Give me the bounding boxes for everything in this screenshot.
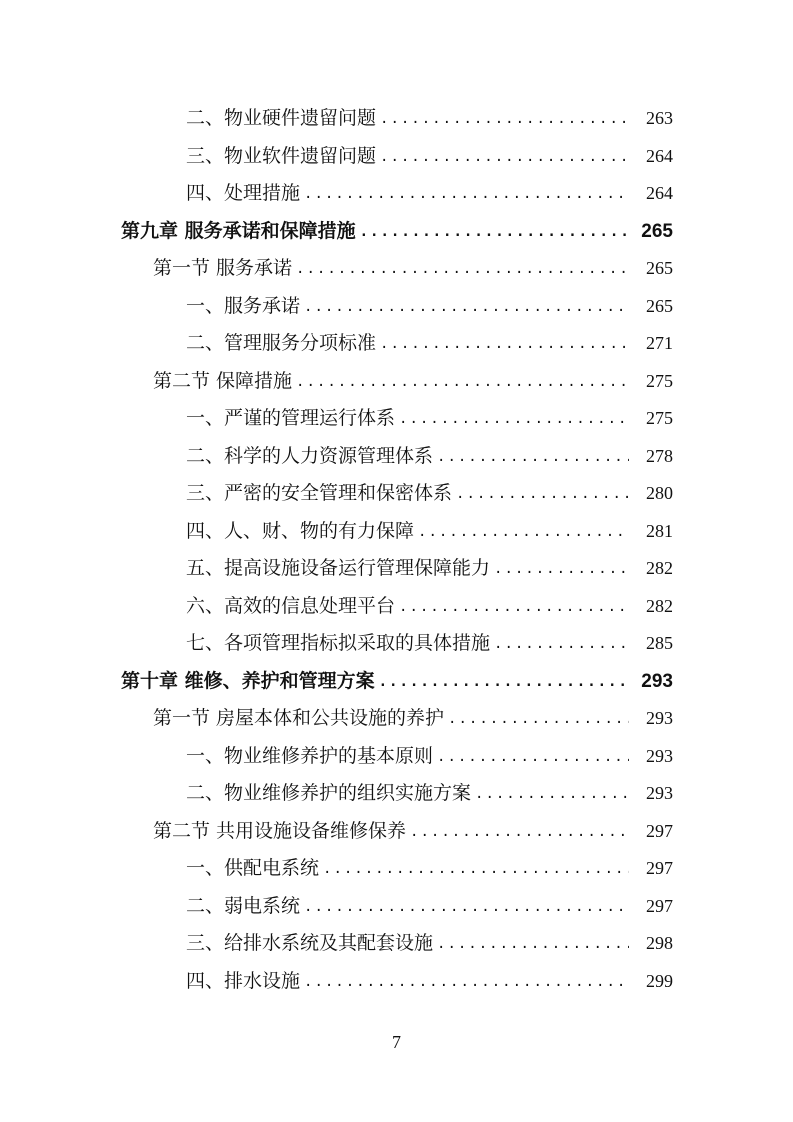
- toc-entry-page: 275: [646, 370, 673, 391]
- toc-entry-item[interactable]: [0, 438, 793, 476]
- toc-entry-title: 三、物业软件遗留问题: [186, 144, 377, 167]
- toc-entry-item[interactable]: [0, 963, 793, 1001]
- toc-entry-item[interactable]: [0, 925, 793, 963]
- toc-dot-leader: [380, 324, 629, 364]
- toc-entry-title: 二、弱电系统: [186, 894, 301, 917]
- toc-entry-item[interactable]: [0, 550, 793, 588]
- toc-dot-leader: [399, 399, 629, 439]
- toc-entry-page: 265: [646, 295, 673, 316]
- toc-entry-page: 271: [646, 333, 673, 353]
- toc-dot-leader: [494, 549, 629, 589]
- toc-entry-item[interactable]: [0, 738, 793, 776]
- toc-entry-section[interactable]: [0, 363, 793, 401]
- toc-dot-leader: [296, 362, 629, 402]
- toc-entry-title: 五、提高设施设备运行管理保障能力: [186, 557, 491, 579]
- toc-dot-leader: [323, 849, 629, 889]
- toc-entry-title: 二、物业硬件遗留问题: [186, 107, 377, 129]
- toc-entry-title: 第二节 共用设施设备维修保养: [153, 819, 407, 842]
- toc-entry-item[interactable]: [0, 775, 793, 813]
- toc-dot-leader: [410, 812, 629, 852]
- toc-entry-page: 297: [646, 895, 673, 916]
- toc-entry-title: 二、管理服务分项标准: [186, 332, 377, 354]
- toc-entry-page: 280: [646, 483, 673, 503]
- toc-entry-item[interactable]: [0, 325, 793, 363]
- toc-entry-item[interactable]: [0, 175, 793, 213]
- toc-entry-page: 282: [646, 595, 673, 616]
- toc-entry-item[interactable]: [0, 288, 793, 326]
- toc-entry-title: 四、人、财、物的有力保障: [186, 519, 415, 542]
- toc-entry-title: 第九章 服务承诺和保障措施: [121, 219, 356, 242]
- toc-dot-leader: [304, 287, 629, 327]
- toc-entry-page: 264: [646, 183, 673, 203]
- toc-entry-page: 297: [646, 820, 673, 841]
- toc-entry-page: 263: [646, 108, 673, 128]
- toc-entry-title: 第一节 房屋本体和公共设施的养护: [153, 707, 445, 729]
- toc-entry-page: 275: [646, 408, 673, 428]
- toc-entry-page: 278: [646, 445, 673, 466]
- toc-entry-title: 二、物业维修养护的组织实施方案: [186, 782, 472, 804]
- toc-dot-leader: [448, 699, 629, 739]
- toc-entry-page: 265: [646, 258, 673, 278]
- toc-entry-item[interactable]: [0, 138, 793, 176]
- toc-dot-leader: [399, 587, 629, 627]
- toc-entry-title: 第十章 维修、养护和管理方案: [121, 669, 375, 692]
- toc-entry-page: 281: [646, 520, 673, 541]
- toc-dot-leader: [475, 774, 629, 814]
- toc-entry-title: 一、物业维修养护的基本原则: [186, 744, 434, 767]
- toc-entry-chapter[interactable]: [0, 663, 793, 701]
- toc-dot-leader: [456, 474, 629, 514]
- toc-entry-item[interactable]: [0, 888, 793, 926]
- toc-entry-page: 265: [641, 220, 673, 242]
- toc-entry-page: 293: [641, 670, 673, 692]
- toc-entry-item[interactable]: [0, 850, 793, 888]
- toc-entry-item[interactable]: [0, 400, 793, 438]
- toc-dot-leader: [304, 887, 629, 927]
- toc-entry-page: 285: [646, 633, 673, 653]
- table-of-contents: [0, 100, 793, 1000]
- toc-entry-title: 一、服务承诺: [186, 294, 301, 317]
- toc-dot-leader: [379, 662, 629, 702]
- toc-entry-item[interactable]: [0, 625, 793, 663]
- toc-entry-title: 六、高效的信息处理平台: [186, 594, 396, 617]
- toc-entry-title: 三、给排水系统及其配套设施: [186, 932, 434, 954]
- toc-dot-leader: [380, 99, 629, 139]
- toc-entry-title: 第二节 保障措施: [153, 369, 293, 392]
- toc-entry-section[interactable]: [0, 813, 793, 851]
- toc-dot-leader: [380, 137, 629, 177]
- toc-entry-item[interactable]: [0, 475, 793, 513]
- toc-entry-page: 293: [646, 708, 673, 728]
- toc-entry-page: 264: [646, 145, 673, 166]
- toc-entry-page: 298: [646, 933, 673, 953]
- toc-entry-title: 第一节 服务承诺: [153, 257, 293, 279]
- toc-entry-page: 293: [646, 745, 673, 766]
- toc-entry-item[interactable]: [0, 588, 793, 626]
- toc-dot-leader: [437, 437, 629, 477]
- toc-entry-page: 282: [646, 558, 673, 578]
- toc-dot-leader: [304, 174, 629, 214]
- toc-dot-leader: [494, 624, 629, 664]
- toc-entry-section[interactable]: [0, 700, 793, 738]
- toc-dot-leader: [418, 512, 629, 552]
- toc-entry-title: 一、供配电系统: [186, 857, 320, 879]
- page-number: 7: [392, 1032, 401, 1052]
- toc-entry-title: 四、处理措施: [186, 182, 301, 204]
- toc-entry-item[interactable]: [0, 513, 793, 551]
- toc-entry-page: 293: [646, 783, 673, 803]
- toc-entry-page: 297: [646, 858, 673, 878]
- toc-entry-page: 299: [646, 970, 673, 991]
- toc-dot-leader: [296, 249, 629, 289]
- toc-entry-title: 二、科学的人力资源管理体系: [186, 444, 434, 467]
- toc-entry-item[interactable]: [0, 100, 793, 138]
- toc-dot-leader: [360, 212, 629, 252]
- toc-dot-leader: [304, 962, 629, 1002]
- toc-entry-section[interactable]: [0, 250, 793, 288]
- toc-entry-title: 一、严谨的管理运行体系: [186, 407, 396, 429]
- toc-dot-leader: [437, 924, 629, 964]
- toc-entry-title: 四、排水设施: [186, 969, 301, 992]
- toc-entry-chapter[interactable]: [0, 213, 793, 251]
- toc-dot-leader: [437, 737, 629, 777]
- toc-entry-title: 三、严密的安全管理和保密体系: [186, 482, 453, 504]
- toc-entry-title: 七、各项管理指标拟采取的具体措施: [186, 632, 491, 654]
